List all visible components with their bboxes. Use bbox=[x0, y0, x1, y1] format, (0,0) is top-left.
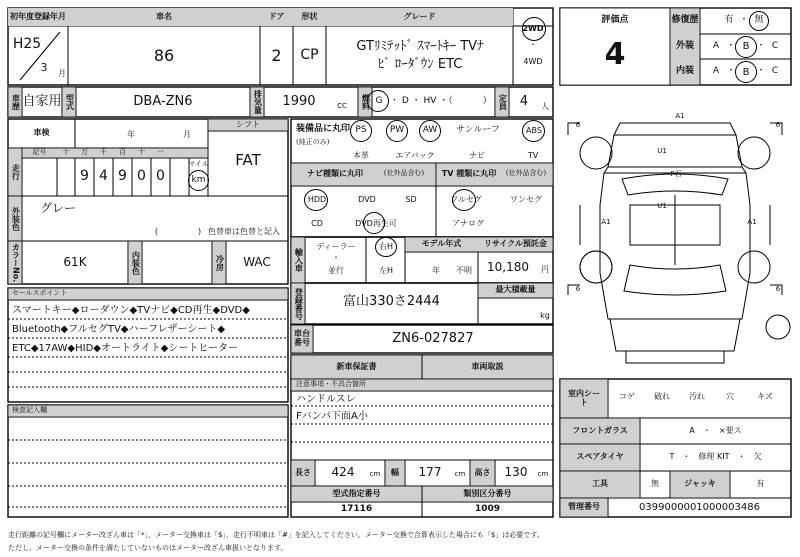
category-label: 類別区分番号 bbox=[463, 488, 512, 498]
capacity-label: 定員 bbox=[498, 94, 508, 110]
model-label: 型式 bbox=[65, 94, 75, 110]
jack-value: 有 bbox=[756, 479, 765, 489]
mileage-label: 走行 bbox=[11, 164, 21, 180]
height-label: 高さ bbox=[474, 467, 491, 477]
color-note: 色替車は色替と記入 bbox=[208, 226, 280, 236]
warranty-label: 新車保証書 bbox=[336, 361, 377, 371]
seat-koge: コゲ bbox=[619, 391, 635, 401]
jack-label: ジャッキ bbox=[684, 479, 716, 489]
width-unit: cm bbox=[454, 470, 466, 479]
sales-points-label: セールスポイント bbox=[12, 289, 68, 298]
first-reg-era: H25 bbox=[12, 36, 42, 53]
note-line-2: Fバンパ下面A小 bbox=[296, 410, 368, 422]
first-reg-month: 3 bbox=[40, 60, 48, 74]
diagram-six-front-right: 6 bbox=[775, 121, 781, 130]
height-unit: cm bbox=[537, 470, 549, 479]
footer-note-1: 走行距離の記号欄にメーター改ざん車は「*」、メーター交換車は「$」、走行不明車は「#」を記入してください。メーター交換で合算表示した場合にも「$」は必要です。 bbox=[8, 530, 544, 539]
width-value: 177 bbox=[418, 465, 442, 480]
import-parallel: 並行 bbox=[328, 265, 344, 275]
fuel-options: ・ D ・ HV ・（ ） bbox=[390, 96, 492, 107]
seat-label: 室内シート bbox=[568, 388, 600, 407]
max-load-label: 最大積載量 bbox=[495, 285, 536, 295]
equip-pw: PW bbox=[389, 125, 405, 136]
repair-yes: 有 bbox=[724, 15, 734, 26]
score-label: 評価点 bbox=[601, 15, 629, 26]
equip-tv: TV bbox=[527, 150, 539, 160]
spare-label: スペアタイヤ bbox=[576, 452, 624, 462]
seat-yabure: 破れ bbox=[654, 391, 670, 401]
tv-label: TV 種類に丸印 bbox=[441, 168, 497, 178]
mileage-km: km bbox=[191, 175, 206, 186]
equip-leather: 本革 bbox=[353, 150, 369, 160]
equip-navi: ナビ bbox=[469, 150, 485, 160]
mileage-sign-label: 記号 bbox=[32, 148, 47, 157]
reg-no-label: 登録番号 bbox=[294, 287, 304, 320]
navi-hdd-circle bbox=[304, 189, 328, 211]
grade-line2: ﾋﾞ ﾛｰﾀﾞｳﾝ ETC bbox=[377, 56, 463, 72]
color-no-label: カラーNo. bbox=[11, 242, 21, 283]
type-designation-label: 型式指定番号 bbox=[332, 488, 381, 498]
aircon-value: WAC bbox=[243, 254, 271, 269]
import-dealer: ディーラー bbox=[316, 241, 356, 251]
width-label: 幅 bbox=[391, 467, 399, 477]
type-designation-value: 17116 bbox=[340, 503, 373, 514]
capacity-unit: 人 bbox=[541, 101, 549, 111]
tv-fullseg: フルセグ bbox=[450, 194, 482, 204]
note-line-1: ハンドルスレ bbox=[296, 393, 356, 405]
color-value: グレー bbox=[40, 201, 77, 216]
diagram-six-front-left: 6 bbox=[575, 121, 581, 130]
first-reg-label: 初年度登録年月 bbox=[8, 8, 68, 26]
recycle-unit: 円 bbox=[541, 264, 549, 274]
displacement-value: 1990 bbox=[282, 93, 316, 109]
exterior-a: A bbox=[712, 40, 720, 51]
navi-label: ナビ種類に丸印 bbox=[307, 168, 363, 178]
displacement-unit: CC bbox=[337, 102, 347, 111]
import-dot: ・ bbox=[332, 252, 340, 262]
displacement-label: 排気量 bbox=[253, 90, 263, 114]
sales-point-line-1: スマートキー◆ローダウン◆TVナビ◆CD再生◆DVD◆ bbox=[12, 304, 250, 316]
inspector-label: 検査記入欄 bbox=[12, 406, 47, 415]
repair-no: 無 bbox=[754, 15, 764, 26]
spare-value: T ・ 修理 KIT ・ 欠 bbox=[669, 452, 762, 462]
car-name-label: 車名 bbox=[68, 8, 260, 26]
capacity-value: 4 bbox=[519, 93, 529, 109]
height-value: 130 bbox=[504, 465, 528, 480]
model-year-label: モデル年式 bbox=[421, 239, 462, 249]
first-reg-month-unit: 月 bbox=[58, 68, 66, 78]
equip-ps-circle bbox=[350, 120, 372, 142]
mileage-digit-1: 9 bbox=[80, 168, 89, 185]
navi-hdd: HDD bbox=[307, 194, 327, 204]
doors-value: 2 bbox=[271, 45, 282, 65]
navi-dvd-play-circle bbox=[363, 212, 385, 234]
recycle-value: 10,180 bbox=[487, 260, 529, 275]
exterior-dot1: ・ bbox=[726, 40, 736, 51]
tv-oneseg: ワンセグ bbox=[510, 194, 542, 204]
mileage-unit-0: 十 bbox=[62, 148, 70, 157]
exterior-label: 外装 bbox=[675, 40, 694, 51]
drive-4wd: 4WD bbox=[523, 56, 543, 66]
handle-left: 左H bbox=[378, 265, 393, 275]
equip-abs-circle bbox=[522, 120, 545, 142]
interior-b-circle bbox=[735, 61, 757, 83]
glass-label: フロントガラス bbox=[572, 425, 628, 435]
navi-cd: CD bbox=[311, 218, 323, 228]
navi-dvd-play: DVD再生可 bbox=[355, 218, 397, 228]
model-year-unknown: 不明 bbox=[456, 265, 472, 275]
car-name-value: 86 bbox=[153, 45, 175, 65]
equipment-sub: (純正のみ) bbox=[296, 138, 330, 147]
fuel-g-circle bbox=[367, 90, 389, 112]
handle-right: 右H bbox=[378, 241, 393, 251]
inspection-label: 車検 bbox=[33, 128, 50, 138]
notes-label: 注意事項・不具合箇所 bbox=[296, 380, 366, 389]
glass-value: A ・ ×要ス bbox=[689, 425, 742, 435]
equip-pw-circle bbox=[386, 120, 408, 142]
color-no-value: 61K bbox=[63, 254, 87, 269]
shift-label: シフト bbox=[236, 119, 260, 129]
score-value: 4 bbox=[604, 36, 626, 72]
category-value: 1009 bbox=[474, 503, 501, 514]
equip-aw: AW bbox=[422, 125, 438, 136]
body-type-label: 形状 bbox=[293, 8, 326, 26]
exterior-dot2: ・ bbox=[756, 40, 766, 51]
grade-line1: GTﾘﾐﾃｯﾄﾞ ｽﾏｰﾄｷｰ TVﾅ bbox=[356, 38, 484, 54]
chassis-value: ZN6-027827 bbox=[392, 330, 474, 346]
import-label: 輸入車 bbox=[294, 248, 304, 272]
doors-label: ドア bbox=[260, 8, 293, 26]
usage-value: 自家用 bbox=[22, 93, 62, 109]
equip-aw-circle bbox=[419, 120, 441, 142]
exterior-b: B bbox=[742, 41, 750, 52]
exterior-b-circle bbox=[735, 36, 757, 58]
length-unit: cm bbox=[369, 470, 381, 479]
navi-sub: (社外品含む) bbox=[383, 169, 425, 178]
diagram-six-rear-left: 6 bbox=[575, 285, 581, 294]
car-damage-diagram bbox=[560, 95, 791, 375]
interior-dot2: ・ bbox=[756, 66, 766, 77]
mileage-unit-2: 千 bbox=[100, 148, 107, 157]
equip-airbag: エアバック bbox=[395, 150, 435, 160]
sales-point-line-2: Bluetooth◆フルセグTV◆ハーフレザーシート◆ bbox=[12, 323, 226, 335]
equip-ps: PS bbox=[355, 125, 367, 136]
mileage-unit-3: 百 bbox=[119, 148, 126, 157]
fuel-label: 燃料 bbox=[361, 94, 371, 110]
mileage-digit-4: 0 bbox=[137, 168, 146, 185]
repair-dot: ・ bbox=[739, 15, 749, 26]
mileage-digit-2: 4 bbox=[99, 168, 108, 185]
equip-abs: ABS bbox=[526, 125, 542, 135]
exterior-c: C bbox=[771, 40, 779, 51]
tools-label: 工具 bbox=[592, 479, 608, 489]
mileage-mile: マイル bbox=[188, 160, 209, 169]
diagram-u1: U1 bbox=[657, 147, 667, 156]
reg-no-value: 富山330さ2444 bbox=[343, 293, 440, 309]
diagram-u1-rear: U1 bbox=[657, 202, 667, 211]
interior-color-label: 内装色 bbox=[131, 250, 141, 275]
diagram-a1-front: A1 bbox=[675, 112, 685, 121]
recycle-label: リサイクル預託金 bbox=[484, 239, 547, 249]
mileage-unit-4: 十 bbox=[138, 148, 145, 157]
mgmt-value: 0399000001000003486 bbox=[639, 502, 760, 513]
equip-sunroof: サンルーフ bbox=[456, 125, 500, 136]
mgmt-label: 管理番号 bbox=[568, 502, 600, 512]
seat-ana: 穴 bbox=[726, 391, 734, 401]
interior-c: C bbox=[771, 66, 779, 77]
aircon-label: 冷房 bbox=[215, 254, 225, 271]
inspection-year: 年 bbox=[127, 129, 135, 139]
fuel-g: G bbox=[375, 96, 383, 107]
diagram-a1-right: A1 bbox=[747, 218, 757, 227]
diagram-f-stone: F石 bbox=[670, 170, 682, 179]
grade-label: グレード bbox=[326, 8, 513, 26]
equipment-label: 装備品に丸印 bbox=[296, 124, 351, 135]
mileage-unit-1: 万 bbox=[81, 148, 88, 157]
seat-yogore: 汚れ bbox=[689, 391, 705, 401]
repair-no-circle bbox=[749, 11, 769, 31]
repair-history-label: 修復歴 bbox=[671, 15, 699, 26]
diagram-a1-left: A1 bbox=[601, 218, 611, 227]
color-note-paren: ( ) bbox=[154, 226, 202, 236]
tv-fullseg-circle bbox=[452, 189, 476, 211]
interior-label: 内装 bbox=[675, 66, 694, 77]
handle-right-circle bbox=[375, 237, 397, 257]
manual-label: 車両取説 bbox=[471, 361, 504, 371]
usage-label: 車歴 bbox=[11, 94, 21, 110]
mileage-unit-5: 一 bbox=[157, 148, 164, 157]
interior-color-value bbox=[142, 241, 212, 284]
mileage-digit-5: 0 bbox=[156, 168, 165, 185]
interior-b: B bbox=[742, 66, 750, 78]
shift-value: FAT bbox=[235, 150, 261, 169]
drive-sep: ・ bbox=[529, 39, 537, 49]
mileage-km-circle bbox=[188, 170, 209, 191]
diagram-six-rear-right: 6 bbox=[775, 285, 781, 294]
sales-point-line-3: ETC◆17AW◆HID◆オートライト◆シートヒーター bbox=[12, 342, 238, 354]
mileage-digit-3: 9 bbox=[118, 168, 127, 185]
footer-note-2: ただし、メーター交換の条件を満たしていないものはメーター改ざん車扱いとなります。 bbox=[8, 543, 288, 552]
drive-2wd: 2WD bbox=[522, 23, 544, 33]
length-label: 長さ bbox=[295, 467, 311, 477]
mileage-digit-0 bbox=[57, 158, 75, 196]
navi-sd: SD bbox=[405, 194, 417, 204]
length-value: 424 bbox=[331, 465, 355, 480]
drive-circle-mark bbox=[522, 17, 546, 41]
tools-value: 無 bbox=[651, 479, 659, 489]
inspection-month: 月 bbox=[183, 129, 191, 139]
interior-a: A bbox=[712, 66, 720, 77]
chassis-label: 車台番号 bbox=[294, 329, 310, 347]
tv-analog: アナログ bbox=[452, 218, 484, 228]
model-year-year: 年 bbox=[432, 265, 440, 275]
max-load-unit: kg bbox=[540, 310, 550, 320]
interior-dot1: ・ bbox=[726, 66, 736, 77]
body-type-value: CP bbox=[300, 46, 319, 63]
color-label: 外装色 bbox=[11, 206, 21, 231]
model-value: DBA-ZN6 bbox=[133, 93, 193, 109]
seat-kizu: キズ bbox=[757, 391, 773, 401]
navi-dvd: DVD bbox=[358, 194, 376, 204]
tv-sub: (社外品含む) bbox=[505, 169, 547, 178]
